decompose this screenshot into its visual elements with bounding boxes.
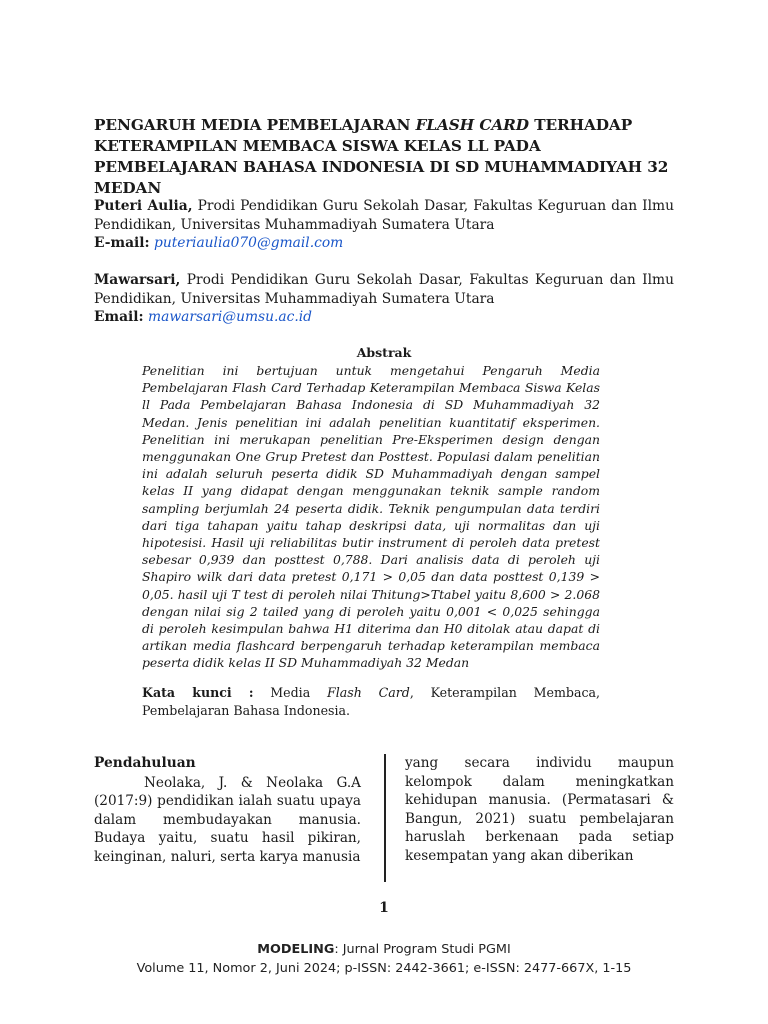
author-affiliation-line — [94, 197, 674, 216]
intro-left-column — [94, 754, 361, 866]
email-link[interactable]: puteriaulia070@gmail.com — [154, 235, 344, 251]
author-affiliation-cont: Pendidikan, Universitas Muhammadiyah Sumatera Utara — [94, 290, 495, 307]
footer-journal-line — [0, 940, 768, 959]
author-affiliation-cont: Pendidikan, Universitas Muhammadiyah Sumatera Utara — [94, 216, 495, 233]
column-divider — [384, 754, 386, 882]
footer-journal-name: MODELING — [257, 942, 335, 957]
author-email-row — [94, 234, 674, 253]
title-part-1: PENGARUH MEDIA PEMBELAJARAN — [94, 116, 416, 134]
email-label: Email: — [94, 309, 144, 325]
author-block-1 — [94, 197, 674, 253]
keywords-italic: Flash Card — [326, 685, 410, 700]
abstract-heading: Abstrak — [356, 345, 412, 360]
section-heading-introduction: Pendahuluan — [94, 755, 196, 771]
title-part-2: TERHADAP KETERAMPILAN MEMBACA SISWA KELAS LL PADA PEMBELAJARAN BAHASA INDONESIA DI SD MUHAMMADIYAH 32 MEDAN — [94, 116, 669, 197]
author-name: Mawarsari, — [94, 272, 181, 288]
email-label: E-mail: — [94, 235, 150, 251]
intro-paragraph-left: Neolaka, J. & Neolaka G.A (2017:9) pendidikan ialah suatu upaya dalam membudayakan manusia. Budaya yaitu, suatu hasil pikiran, keinginan, naluri, serta karya manusia — [94, 774, 361, 865]
keywords-prefix: Media — [253, 685, 327, 700]
author-affiliation: Prodi Pendidikan Guru Sekolah Dasar, Fakultas Keguruan dan Ilmu — [186, 272, 674, 288]
author-affiliation: Prodi Pendidikan Guru Sekolah Dasar, Fakultas Keguruan dan Ilmu — [197, 198, 674, 214]
author-block-2 — [94, 271, 674, 327]
paper-title — [94, 115, 684, 199]
author-email-row — [94, 308, 674, 327]
author-name: Puteri Aulia, — [94, 198, 193, 214]
abstract-body: Penelitian ini bertujuan untuk mengetahui Pengaruh Media Pembelajaran Flash Card Terhadap Keterampilan Membaca Siswa Kelas ll Pada Pembelajaran Bahasa Indonesia di SD Muhammadiyah 32 Medan. Jenis penelitian ini adalah penelitian kuantitatif eksperimen. Penelitian ini merukapan penelitian Pre-Eksperimen design dengan menggunakan One Grup Pretest dan Posttest. Populasi dalam penelitian ini adalah seluruh peserta didik SD Muhammadiyah dengan sampel kelas II yang didapat dengan menggunakan teknik sample random sampling berjumlah 24 peserta didik. Teknik pengumpulan data terdiri dari tiga tahapan yaitu tahap deskripsi data, uji normalitas dan uji hipotesisi. Hasil uji reliabilitas butir instrument di peroleh data pretest sebesar 0,939 dan posttest 0,788. Dari analisis data di peroleh uji Shapiro wilk dari data pretest 0,171 > 0,05 dan data posttest 0,139 > 0,05. hasil uji T test di peroleh nilai Thitung>Ttabel yaitu 8,600 > 2.068 dengan nilai sig 2 tailed yang di peroleh yaitu 0,001 < 0,025 sehingga di peroleh kesimpulan bahwa H1 diterima dan H0 ditolak atau dapat di artikan media flashcard berpengaruh terhadap keterampilan membaca peserta didik kelas II SD Muhammadiyah 32 Medan — [142, 363, 600, 671]
page-number: 1 — [379, 900, 389, 916]
footer-volume-line: Volume 11, Nomor 2, Juni 2024; p-ISSN: 2442-3661; e-ISSN: 2477-667X, 1-15 — [136, 961, 632, 976]
journal-footer — [0, 940, 768, 978]
intro-paragraph-right: yang secara individu maupun kelompok dalam meningkatkan kehidupan manusia. (Permatasari & Bangun, 2021) suatu pembelajaran haruslah berkenaan pada setiap kesempatan yang akan diberikan — [405, 755, 674, 864]
keywords — [142, 684, 600, 719]
keywords-suffix: , Keterampilan Membaca, Pembelajaran Bahasa Indonesia. — [142, 685, 601, 718]
email-link[interactable]: mawarsari@umsu.ac.id — [148, 309, 312, 325]
title-italic-term: FLASH CARD — [415, 116, 529, 134]
keywords-label: Kata kunci : — [142, 685, 254, 700]
author-affiliation-line — [94, 271, 674, 290]
footer-journal-rest: : Jurnal Program Studi PGMI — [334, 942, 511, 957]
